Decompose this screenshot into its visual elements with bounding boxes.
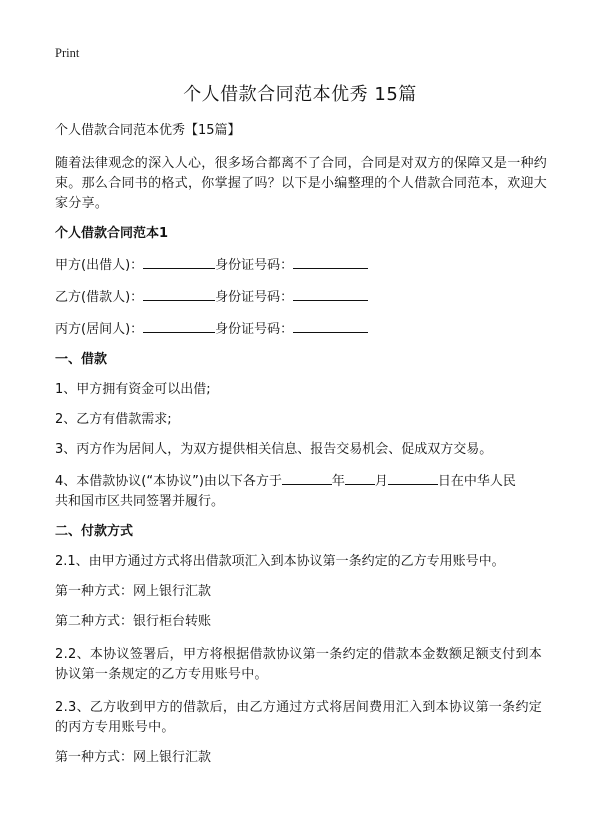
section-heading-contract-1: 个人借款合同范本1 bbox=[55, 226, 169, 241]
party-name-blank bbox=[143, 318, 215, 333]
payment-method-1: 第一种方式：网上银行汇款 bbox=[55, 584, 212, 599]
list-item: 1、甲方拥有资金可以出借; bbox=[55, 382, 211, 397]
id-number-blank bbox=[293, 286, 368, 301]
item4-suffix: 日在中华人民 bbox=[437, 474, 516, 489]
id-number-label: 身份证号码： bbox=[215, 258, 294, 273]
clause-2-3: 2.3、乙方收到甲方的借款后，由乙方通过方式将居间费用汇入到本协议第一条约定的丙方专用账号中。 bbox=[55, 700, 543, 735]
party-label: 乙方(借款人)： bbox=[55, 290, 144, 305]
part2-heading: 二、付款方式 bbox=[55, 524, 134, 539]
party-row-lender bbox=[55, 254, 550, 276]
list-item-4-line2: 共和国市区共同签署并履行。 bbox=[55, 494, 225, 509]
party-label: 甲方(出借人)： bbox=[55, 258, 144, 273]
clause-2-2: 2.2、本协议签署后，甲方将根据借款协议第一条约定的借款本金数额足额支付到本协议第一条规定的乙方专用账号中。 bbox=[55, 647, 543, 682]
document-body bbox=[55, 121, 550, 778]
page-title: 个人借款合同范本优秀 15篇 bbox=[183, 84, 417, 105]
month-label: 月 bbox=[374, 474, 388, 489]
intro-paragraph: 随着法律观念的深入人心，很多场合都离不了合同，合同是对双方的保障又是一种约束。那么合同书的格式，你掌握了吗？以下是小编整理的个人借款合同范本，欢迎大家分享。 bbox=[55, 156, 548, 211]
party-name-blank bbox=[143, 286, 215, 301]
item4-prefix: 4、本借款协议(“本协议”)由以下各方于 bbox=[55, 474, 282, 489]
year-blank bbox=[282, 470, 332, 485]
list-item: 3、丙方作为居间人，为双方提供相关信息、报告交易机会、促成双方交易。 bbox=[55, 442, 493, 457]
document-subtitle: 个人借款合同范本优秀【15篇】 bbox=[55, 123, 241, 138]
id-number-label: 身份证号码： bbox=[215, 290, 294, 305]
id-number-blank bbox=[293, 318, 368, 333]
party-label: 丙方(居间人)： bbox=[55, 322, 144, 337]
party-row-intermediary bbox=[55, 318, 550, 340]
party-name-blank bbox=[143, 254, 215, 269]
clause-2-1: 2.1、由甲方通过方式将出借款项汇入到本协议第一条约定的乙方专用账号中。 bbox=[55, 554, 505, 569]
party-row-borrower bbox=[55, 286, 550, 308]
print-link[interactable]: Print bbox=[55, 46, 80, 60]
id-number-label: 身份证号码： bbox=[215, 322, 294, 337]
list-item-4-line1 bbox=[55, 470, 550, 492]
payment-method-2: 第二种方式：银行柜台转账 bbox=[55, 614, 212, 629]
id-number-blank bbox=[293, 254, 368, 269]
day-blank bbox=[388, 470, 438, 485]
payment-method-1-repeat: 第一种方式：网上银行汇款 bbox=[55, 750, 212, 765]
year-label: 年 bbox=[331, 474, 345, 489]
month-blank bbox=[345, 470, 375, 485]
list-item: 2、乙方有借款需求; bbox=[55, 412, 172, 427]
part1-heading: 一、借款 bbox=[55, 352, 108, 367]
